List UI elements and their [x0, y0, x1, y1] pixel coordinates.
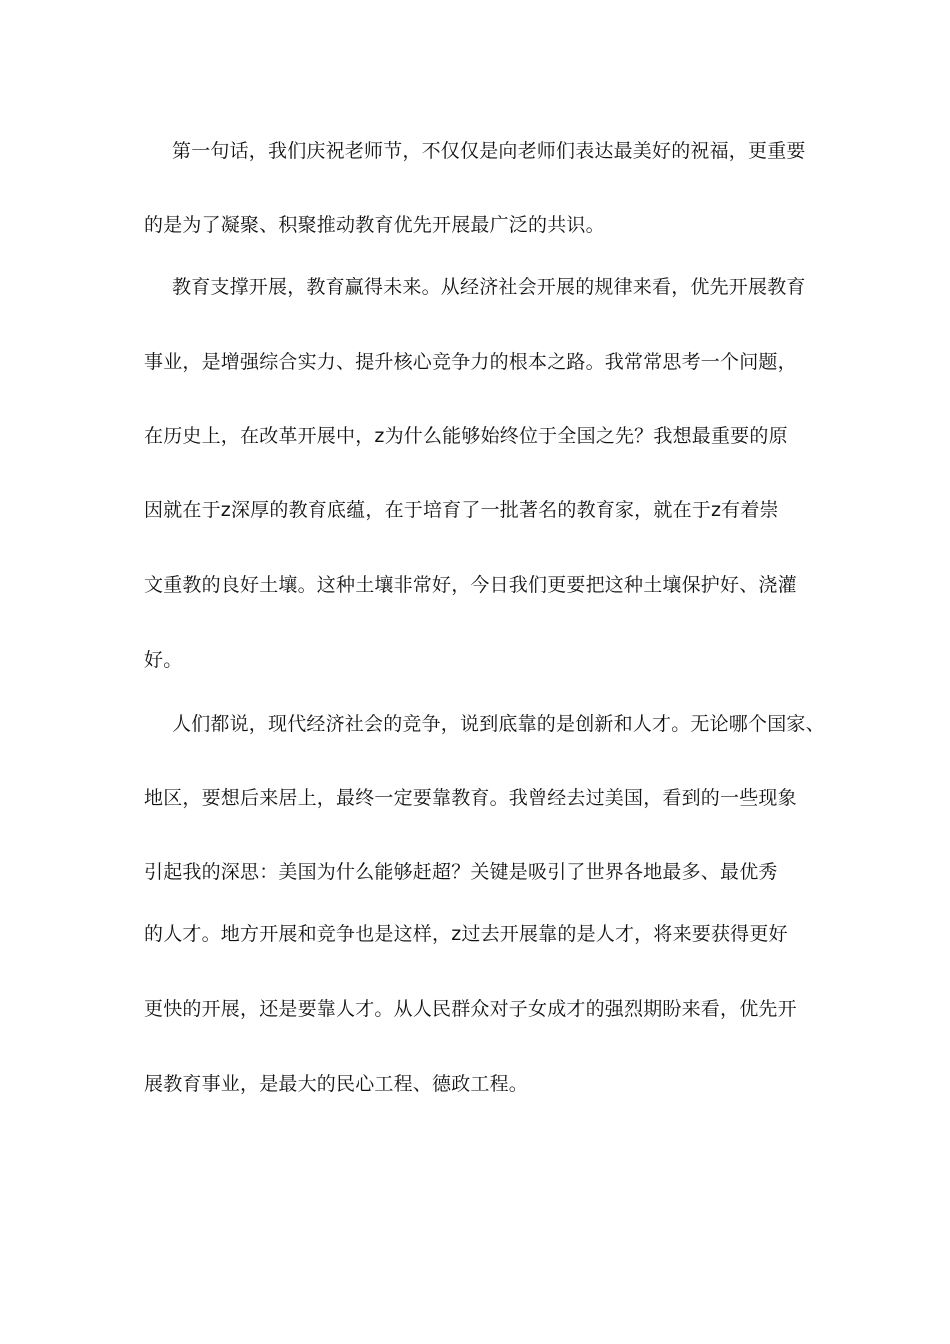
- text-line: 在历史上，在改革开展中，z为什么能够始终位于全国之先？我想最重要的原: [144, 425, 788, 447]
- text-line: 展教育事业，是最大的民心工程、德政工程。: [144, 1073, 529, 1095]
- text-line: 的人才。地方开展和竞争也是这样，z过去开展靠的是人才，将来要获得更好: [144, 923, 788, 945]
- text-line: 更快的开展，还是要靠人才。从人民群众对子女成才的强烈期盼来看，优先开: [144, 998, 797, 1020]
- text-line: 人们都说，现代经济社会的竞争，说到底靠的是创新和人才。无论哪个国家、: [172, 713, 825, 735]
- text-line: 第一句话，我们庆祝老师节，不仅仅是向老师们表达最美好的祝福，更重要: [172, 140, 806, 162]
- text-line: 地区，要想后来居上，最终一定要靠教育。我曾经去过美国，看到的一些现象: [144, 787, 797, 809]
- text-line: 引起我的深思：美国为什么能够赶超？关键是吸引了世界各地最多、最优秀: [144, 861, 778, 883]
- text-line: 事业，是增强综合实力、提升核心竞争力的根本之路。我常常思考一个问题，: [144, 351, 797, 373]
- text-line: 好。: [144, 649, 183, 671]
- text-line: 教育支撑开展，教育赢得未来。从经济社会开展的规律来看，优先开展教育: [172, 276, 806, 298]
- text-line: 因就在于z深厚的教育底蕴，在于培育了一批著名的教育家，就在于z有着崇: [144, 499, 779, 521]
- text-line: 文重教的良好土壤。这种土壤非常好，今日我们更要把这种土壤保护好、浇灌: [144, 574, 797, 596]
- text-line: 的是为了凝聚、积聚推动教育优先开展最广泛的共识。: [144, 214, 605, 236]
